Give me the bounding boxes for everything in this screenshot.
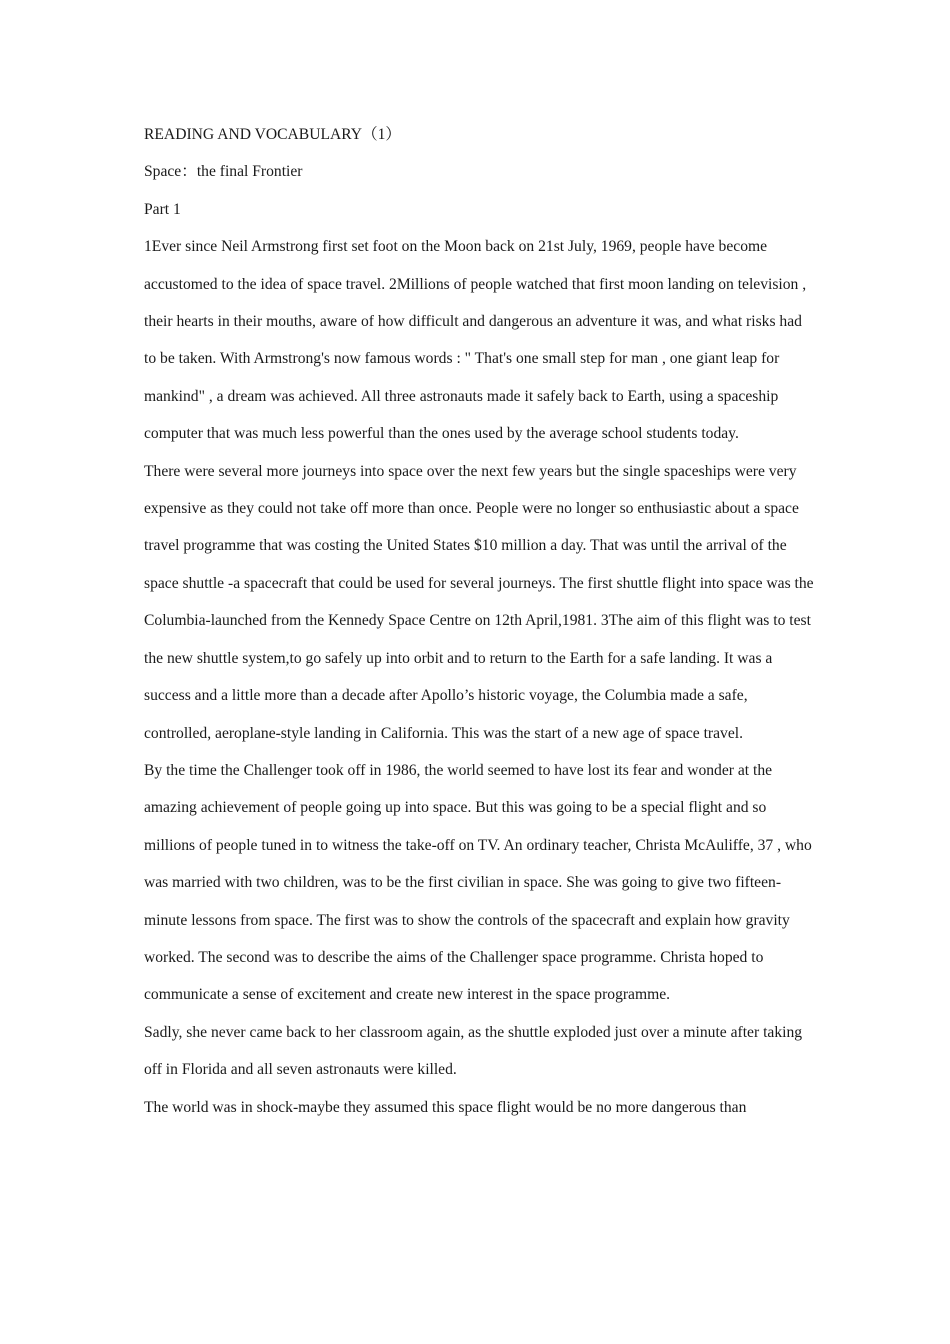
paragraph-1: 1Ever since Neil Armstrong first set foot on the Moon back on 21st July, 1969, people have become accustomed to the idea of space travel. 2Millions of people watched that first moon landing on television , their hearts in their mouths, aware of how difficult and dangerous an adventure it was, and what risks had to be taken. With Armstrong's now famous words : " That's one small step for man , one giant leap for mankind" , a dream was achieved. All three astronauts made it safely back to Earth, using a spaceship computer that was much less powerful than the ones used by the average school students today. — [144, 238, 807, 443]
paragraph-4: Sadly, she never came back to her classroom again, as the shuttle exploded just over a minute after taking off in Florida and all seven astronauts were killed. — [144, 1023, 803, 1079]
document-heading: READING AND VOCABULARY（1） — [144, 126, 402, 143]
document-body — [144, 116, 814, 1126]
paragraph-5: The world was in shock-maybe they assumed this space flight would be no more dangerous than — [144, 1098, 747, 1116]
paragraph-3: By the time the Challenger took off in 1986, the world seemed to have lost its fear and wonder at the amazing achievement of people going up into space. But this was going to be a special flight and so millions of people tuned in to witness the take-off on TV. An ordinary teacher, Christa McAuliffe, 37 , who was married with two children, was to be the first civilian in space. She was going to give two fifteen-minute lessons from space. The first was to show the controls of the spacecraft and explain how gravity worked. The second was to describe the aims of the Challenger space programme. Christa hoped to communicate a sense of excitement and create new interest in the space programme. — [144, 761, 812, 1004]
paragraph-2: There were several more journeys into space over the next few years but the single spaceships were very expensive as they could not take off more than once. People were no longer so enthusiastic about a space travel programme that was costing the United States $10 million a day. That was until the arrival of the space shuttle -a spacecraft that could be used for several journeys. The first shuttle flight into space was the Columbia-launched from the Kennedy Space Centre on 12th April,1981. 3The aim of this flight was to test the new shuttle system,to go safely up into orbit and to return to the Earth for a safe landing. It was a success and a little more than a decade after Apollo’s historic voyage, the Columbia made a safe, controlled, aeroplane-style landing in California. This was the start of a new age of space travel. — [144, 462, 814, 742]
part-label: Part 1 — [144, 200, 181, 218]
document-subtitle: Space：the final Frontier — [144, 163, 303, 181]
